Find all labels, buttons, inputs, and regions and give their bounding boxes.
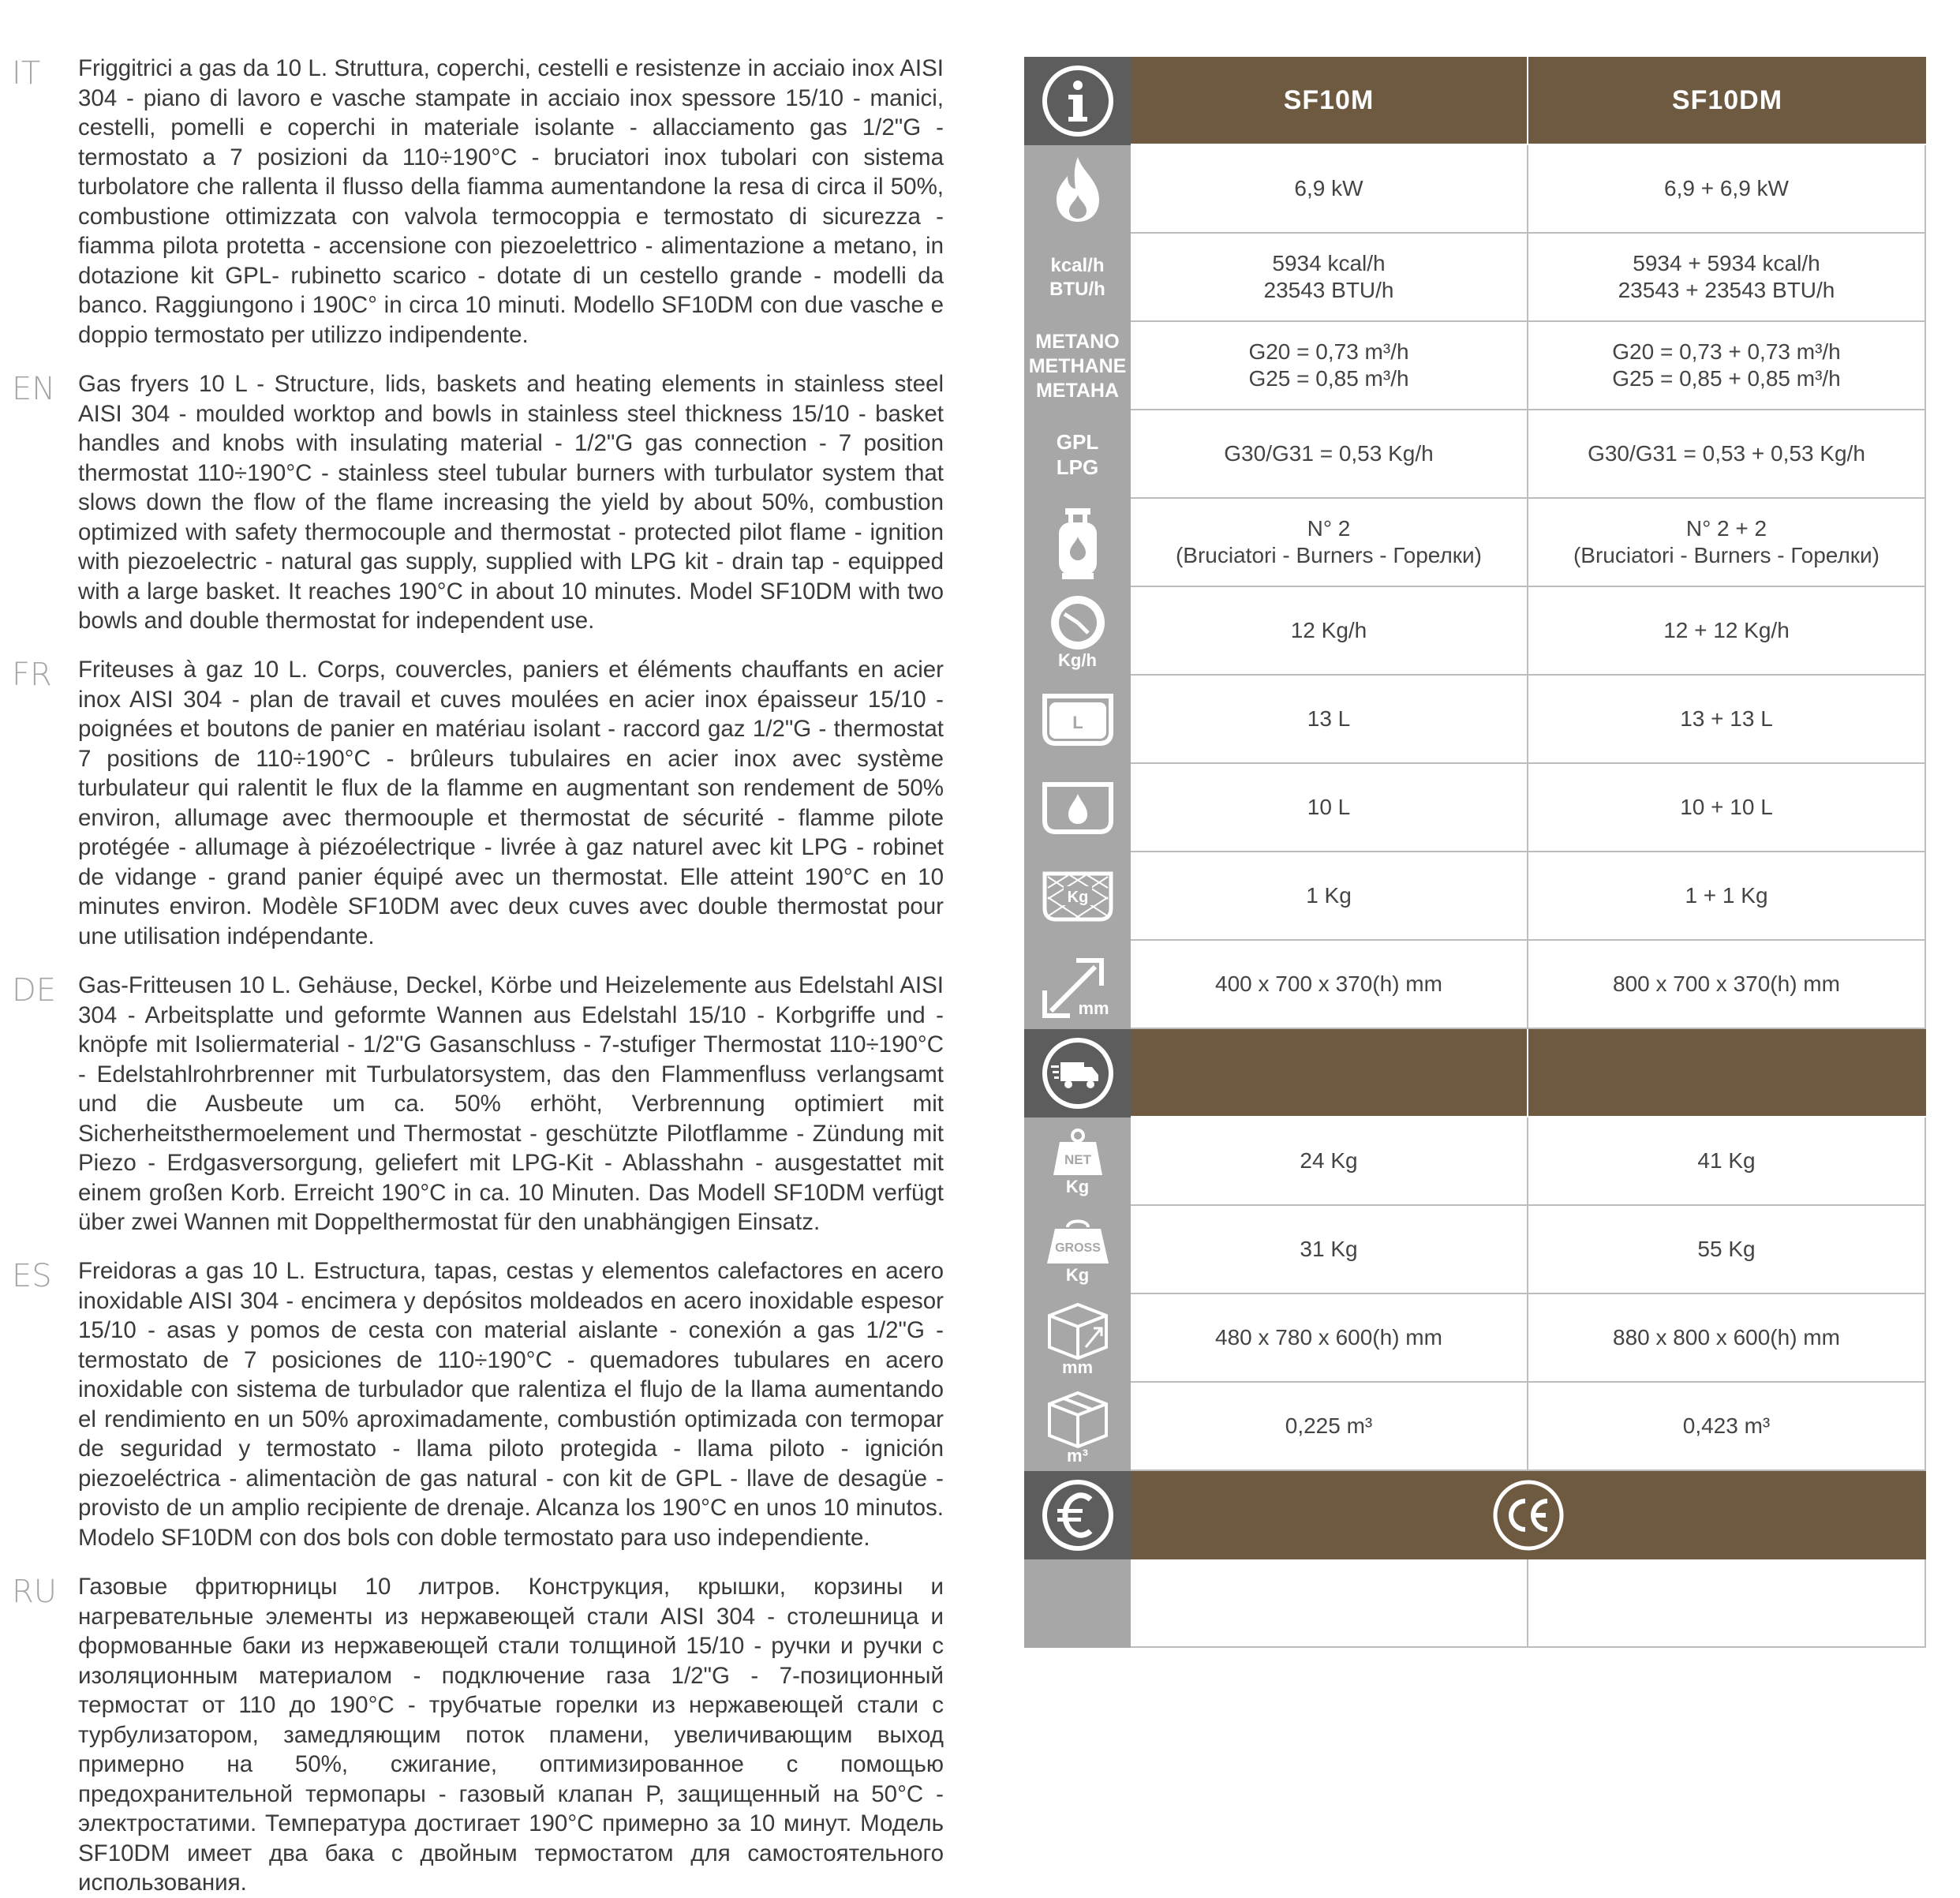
language-code: IT bbox=[12, 55, 41, 92]
spec-table bbox=[1024, 57, 1926, 1648]
description-text: Gas-Fritteusen 10 L. Gehäuse, Deckel, Körbe und Heizelemente aus Edelstahl AISI 304 - Arbeitsplatte und geformte Wannen aus Edelstahl 15/10 - Korbgriffe und -knöpfe mit Isoliermaterial - 1/2"G Gasanschluss - 7-stufiger Thermostat 110÷190°C - Edelstahlrohrbrenner mit Turbulatorsystem, das den Flammenfluss verlangsamt und die Ausbeute um ca. 50% erhöht, Verbrennung optimiert mit Sicherheitsthermoelement und Thermostat - geschützte Pilotflamme - Zündung mit Piezo - Erdgasversorgung, geliefert mit LPG-Kit - Ablasshahn - ausgestattet mit einem großen Korb. Erreicht 190°C in ca. 10 Minuten. Das Modell SF10DM verfügt über zwei Wannen mit Doppelthermostat für den unabhängigen Einsatz. bbox=[78, 972, 944, 1235]
row-tank bbox=[1024, 676, 1926, 764]
flame-icon bbox=[1024, 145, 1131, 234]
tank-icon bbox=[1024, 676, 1131, 764]
language-code: ES bbox=[12, 1258, 52, 1294]
oil-drop-icon bbox=[1024, 764, 1131, 852]
row-package-dimensions bbox=[1024, 1294, 1926, 1383]
methane-icon: METANO METHANE METAHA bbox=[1024, 322, 1131, 410]
lpg-icon: GPL LPG bbox=[1024, 410, 1131, 499]
value: 1 Kg bbox=[1306, 883, 1352, 908]
value: G20 = 0,73 m³/h bbox=[1248, 339, 1409, 364]
description-text: Friteuses à gaz 10 L. Corps, couvercles, paniers et éléments chauffants en acier inox AISI 304 - plan de travail et cuves moulées en acier inox épaisseur 15/10 - poignées et boutons de panier en matériau isolant - raccord gaz 1/2"G - thermostat 7 positions de 110÷190°C - brûleurs tubulaires en acier inox avec système turbulateur qui ralentit le flux de la flamme en augmentant son rendement de 50% environ, allumage avec thermoouple et thermostat de sécurité - flamme pilote protégée - allumage à piézoélectrique - livrée à gaz naturel avec kit LPG - robinet de vidange - grand panier équipé avec un thermostat. Elle atteint 190°C en 10 minutes environ. Modèle SF10DM avec deux cuves avec double thermostat pour une utilisation indépendante. bbox=[78, 657, 944, 949]
value: G20 = 0,73 + 0,73 m³/h bbox=[1612, 339, 1841, 364]
ce-mark-bar bbox=[1131, 1471, 1926, 1559]
value: 24 Kg bbox=[1300, 1148, 1358, 1173]
description-text: Friggitrici a gas da 10 L. Struttura, coperchi, cestelli e resistenze in acciaio inox AISI 304 - piano di lavoro e vasche stampate in acciaio inox spessore 15/10 - manici, cestelli, pomelli e coperchi in materiale isolante - allacciamento gas 1/2"G - termostato a 7 posizioni da 110÷190°C - bruciatori inox tubolari con sistema turbolatore che rallenta il flusso della fiamma aumentandone la resa di circa il 50%, combustione ottimizzata con valvola termocoppia e termostato di sicurezza - fiamma pilota protetta - accensione con piezoelettrico - alimentazione a metano, in dotazione kit GPL- rubinetto scarico - dotate di un cestello grande - modelli da banco. Raggiungono i 190C° in circa 10 minuti. Modello SF10DM con due vasche e doppio termostato per utilizzo indipendente. bbox=[78, 55, 944, 348]
row-gross-weight bbox=[1024, 1206, 1926, 1294]
row-volume bbox=[1024, 1383, 1926, 1471]
value: G25 = 0,85 m³/h bbox=[1248, 366, 1409, 391]
gauge-kgh-icon: Kg/h bbox=[1024, 587, 1131, 676]
value: G30/G31 = 0,53 + 0,53 Kg/h bbox=[1588, 441, 1865, 466]
basket-icon bbox=[1024, 852, 1131, 941]
value: 10 + 10 L bbox=[1680, 795, 1773, 819]
svg-text:GROSS: GROSS bbox=[1054, 1241, 1101, 1255]
dimensions-arrow-icon bbox=[1024, 941, 1131, 1029]
value: 31 Kg bbox=[1300, 1237, 1358, 1261]
row-oil bbox=[1024, 764, 1926, 852]
language-code: FR bbox=[12, 657, 52, 693]
model-header-sf10m: SF10M bbox=[1131, 57, 1528, 145]
description-text: Freidoras a gas 10 L. Estructura, tapas, cestas y elementos calefactores en acero inoxidable AISI 304 - encimera y depósitos moldeados en acero inoxidable espesor 15/10 - asas y pomos de cesta con material aislante - conexión a gas 1/2"G - termostato de 7 posiciones de 110÷190°C - quemadores tubulares en acero inoxidable con sistema de turbulador que ralentiza el flujo de la llama aumentando el rendimiento en un 50% aproximadamente, combustión optimizada con termopar de seguridad y termostato - llama piloto protegida - llama piloto - ignición piezoeléctrica - alimentaciòn de gas natural - con kit de GPL - llave de desagüe - provisto de un amplio recipiente de drenaje. Alcanza los 190°C en unos 10 minutos. Modelo SF10DM con dos bols con doble termostato para uso independiente. bbox=[78, 1258, 944, 1551]
language-code: EN bbox=[12, 371, 56, 407]
row-lpg bbox=[1024, 410, 1926, 499]
value: 55 Kg bbox=[1697, 1237, 1756, 1261]
svg-text:L: L bbox=[1072, 713, 1083, 732]
box-mm-icon: mm bbox=[1024, 1294, 1131, 1383]
value: 23543 BTU/h bbox=[1263, 278, 1394, 302]
row-burners bbox=[1024, 499, 1926, 587]
row-power bbox=[1024, 145, 1926, 234]
language-code: RU bbox=[12, 1574, 58, 1610]
shipping-header-row bbox=[1024, 1029, 1926, 1117]
value: 6,9 kW bbox=[1294, 176, 1363, 200]
value: 13 L bbox=[1307, 706, 1351, 731]
euro-icon bbox=[1024, 1471, 1131, 1559]
value: 12 Kg/h bbox=[1290, 618, 1367, 642]
value: 400 x 700 x 370(h) mm bbox=[1215, 971, 1442, 996]
row-dimensions bbox=[1024, 941, 1926, 1029]
svg-text:mm: mm bbox=[1077, 998, 1109, 1018]
value: G30/G31 = 0,53 Kg/h bbox=[1224, 441, 1434, 466]
value: N° 2 bbox=[1307, 516, 1351, 541]
value: 12 + 12 Kg/h bbox=[1663, 618, 1790, 642]
language-code: DE bbox=[12, 972, 57, 1009]
box-volume-icon: m³ bbox=[1024, 1383, 1131, 1471]
value: 0,423 m³ bbox=[1682, 1413, 1771, 1438]
value: 0,225 m³ bbox=[1285, 1413, 1373, 1438]
delivery-truck-icon bbox=[1024, 1029, 1131, 1117]
ce-mark-icon bbox=[1491, 1477, 1566, 1553]
kcal-btu-icon: kcal/h BTU/h bbox=[1024, 234, 1131, 322]
value: 6,9 + 6,9 kW bbox=[1664, 176, 1789, 200]
model-header-sf10dm: SF10DM bbox=[1528, 57, 1926, 145]
info-icon bbox=[1024, 57, 1131, 145]
row-net-weight bbox=[1024, 1117, 1926, 1206]
value: 880 x 800 x 600(h) mm bbox=[1613, 1325, 1840, 1350]
description-text: Газовые фритюрницы 10 литров. Конструкция, крышки, корзины и нагревательные элементы из нержавеющей стали AISI 304 - столешница и формованные баки из нержавеющей стали толщиной 15/10 - ручки и ручки с изоляционным материалом - подключение газа 1/2"G - 7-позиционный термостат от 110 до 190°C - трубчатые горелки из нержавеющей стали с турбулизатором, замедляющим поток пламени, увеличивающим выход примерно на 50%, сжигание, оптимизированное с помощью предохранительной термопары - газовый клапан P, защищенный на 50°C - электростатими. Температура достигает 190°C примерно за 10 минут. Модель SF10DM имеет два бака с двойным термостатом для самостоятельного использования. bbox=[78, 1574, 944, 1896]
value: 23543 + 23543 BTU/h bbox=[1618, 278, 1835, 302]
svg-text:Kg: Kg bbox=[1067, 889, 1088, 906]
value: (Bruciatori - Burners - Горелки) bbox=[1175, 543, 1483, 567]
value: 5934 + 5934 kcal/h bbox=[1633, 251, 1820, 275]
value: N° 2 + 2 bbox=[1685, 516, 1767, 541]
row-basket bbox=[1024, 852, 1926, 941]
gross-weight-icon: GROSS Kg bbox=[1024, 1206, 1131, 1294]
value: (Bruciatori - Burners - Горелки) bbox=[1573, 543, 1880, 567]
row-kcal-btu bbox=[1024, 234, 1926, 322]
gas-cylinder-icon bbox=[1024, 499, 1131, 587]
header-row bbox=[1024, 57, 1926, 145]
row-output bbox=[1024, 587, 1926, 676]
net-weight-icon: NET Kg bbox=[1024, 1117, 1131, 1206]
row-price bbox=[1024, 1559, 1926, 1648]
value: 10 L bbox=[1307, 795, 1351, 819]
value: 800 x 700 x 370(h) mm bbox=[1613, 971, 1840, 996]
value: 480 x 780 x 600(h) mm bbox=[1215, 1325, 1442, 1350]
description-text: Gas fryers 10 L - Structure, lids, baskets and heating elements in stainless steel AISI 304 - moulded worktop and bowls in stainless steel thickness 15/10 - basket handles and knobs with insulating material - 1/2"G gas connection - 7 position thermostat 110÷190°C - stainless steel tubular burners with turbulator system that slows down the flow of the flame increasing the yield by about 50%, combustion optimized with safety thermocouple and thermostat - protected pilot flame - ignition with piezoelectric - natural gas supply, supplied with LPG kit - drain tap - equipped with a large basket. It reaches 190°C in about 10 minutes. Model SF10DM with two bowls and double thermostat for independent use. bbox=[78, 371, 944, 634]
price-ce-row bbox=[1024, 1471, 1926, 1559]
value: 13 + 13 L bbox=[1680, 706, 1773, 731]
value: 41 Kg bbox=[1697, 1148, 1756, 1173]
value: 5934 kcal/h bbox=[1272, 251, 1386, 275]
row-methane bbox=[1024, 322, 1926, 410]
svg-text:NET: NET bbox=[1064, 1152, 1091, 1167]
value: G25 = 0,85 + 0,85 m³/h bbox=[1612, 366, 1841, 391]
value: 1 + 1 Kg bbox=[1685, 883, 1768, 908]
